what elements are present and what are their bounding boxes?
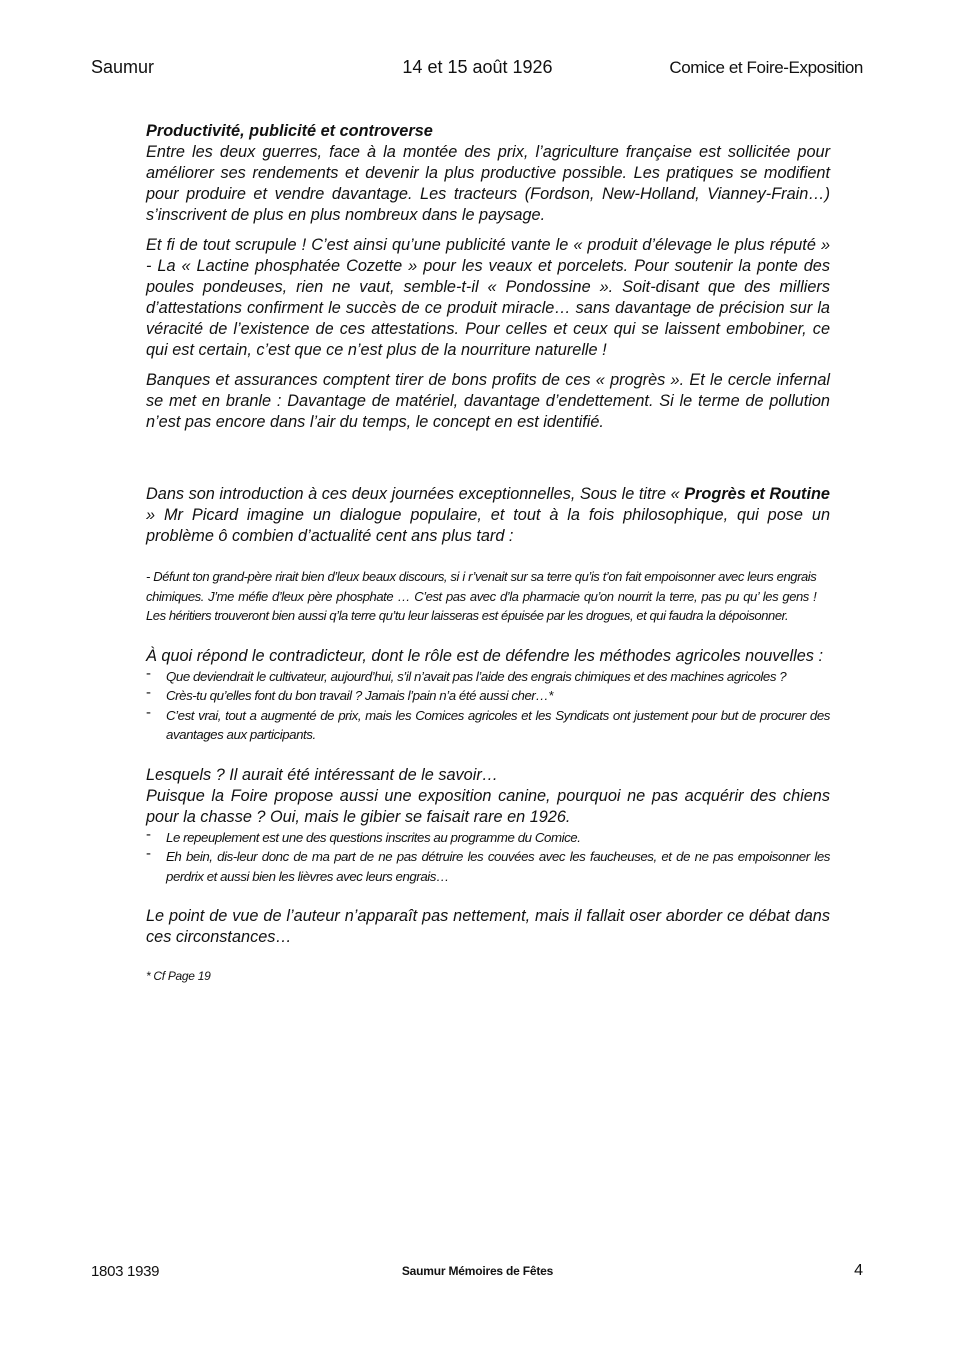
footer-publication-title: Saumur Mémoires de Fêtes bbox=[401, 1264, 554, 1278]
section-title: Productivité, publicité et controverse bbox=[146, 122, 433, 140]
list-item bbox=[146, 664, 830, 687]
list-item-text: C’est vrai, tout a augmenté de prix, mais les Comices agricoles et les Syndicats ont justement pour but de procurer des avantages aux participants. bbox=[166, 707, 830, 742]
dash-bullet: - bbox=[146, 664, 151, 682]
list-item bbox=[146, 847, 830, 886]
list-item-text: Crès-tu qu’elles font du bon travail ? Jamais l’pain n’a été aussi cher…* bbox=[166, 688, 553, 703]
page-content bbox=[146, 121, 830, 984]
list-item-text: Que deviendrait le cultivateur, aujourd’hui, s’il n’avait pas l’aide des engrais chimiques et des machines agricoles ? bbox=[166, 668, 787, 684]
paragraph-foire: Puisque la Foire propose aussi une exposition canine, pourquoi ne pas acquérir des chiens pour la chasse ? Oui, mais le gibier se faisait rare en 1926. bbox=[146, 786, 830, 826]
dash-bullet: - bbox=[146, 684, 151, 701]
paragraph-publicity: Et fi de tout scrupule ! C’est ainsi qu’une publicité vante le « produit d’élevage le plus réputé » - La « Lactine phosphatée Cozette » pour les veaux et porcelets. Pour soutenir la ponte des poules pondeuses, rien ne vaut, semble-t-il « Pondossine ». Soit-disant que des milliers d’attestations confirment le succès de ce produit miracle… sans davantage de précision sur la véracité de l’existence de ces attestations. Pour celles et ceux qui se laissent embobiner, ce qui est certain, c’est que ce n’est plus de la nourriture naturelle ! bbox=[146, 236, 830, 359]
paragraph-lesquels: Lesquels ? Il aurait été intéressant de le savoir… bbox=[146, 765, 499, 784]
dialogue-list-2 bbox=[146, 825, 830, 887]
dash-bullet: - bbox=[146, 845, 151, 862]
paragraph-productivity: Entre les deux guerres, face à la montée des prix, l’agriculture française est sollicitée pour améliorer ses rendements et devenir la plus productive possible. Les pratiques se modifient pour produire et vendre davantage. Les tracteurs (Fordson, New-Holland, Vianney-Frain…) s’inscrivent de plus en plus nombreux dans le paysage. bbox=[146, 143, 830, 224]
header-event: Comice et Foire-Exposition bbox=[669, 58, 863, 77]
paragraph-introduction bbox=[146, 484, 830, 547]
header-location: Saumur bbox=[91, 57, 155, 77]
dialogue-list-1 bbox=[146, 664, 830, 745]
paragraph-reply-intro: À quoi répond le contradicteur, dont le rôle est de défendre les méthodes agricoles nouvelles : bbox=[146, 646, 823, 665]
list-item bbox=[146, 703, 830, 745]
paragraph-banks: Banques et assurances comptent tirer de bons profits de ces « progrès ». Et le cercle infernal se met en branle : Davantage de matériel, davantage d’endettement. Si le terme de pollution n’est pas encore dans l’air du temps, le concept en est identifié. bbox=[146, 371, 830, 431]
list-item bbox=[146, 686, 830, 706]
header-date: 14 et 15 août 1926 bbox=[402, 57, 553, 77]
list-item-text: Eh bein, dis-leur donc de ma part de ne pas détruire les couvées avec les faucheuses, et de ne pas empoisonner les perdrix et aussi bien les lièvres avec leurs engrais… bbox=[166, 849, 830, 884]
footer-years: 1803 1939 bbox=[91, 1263, 160, 1280]
page-header bbox=[0, 57, 955, 81]
dash-bullet: - bbox=[146, 703, 151, 721]
list-item bbox=[146, 825, 830, 848]
page-number: 4 bbox=[854, 1262, 863, 1279]
intro-text-before: Dans son introduction à ces deux journées exceptionnelles, Sous le titre « bbox=[146, 485, 685, 503]
intro-title-bold: Progrès et Routine bbox=[684, 485, 830, 503]
page-footer bbox=[0, 1262, 955, 1286]
footnote: * Cf Page 19 bbox=[146, 969, 211, 983]
intro-text-after: » Mr Picard imagine un dialogue populaire, et tout à la fois philosophique, qui pose un problème ô combien d’actualité cent ans plus tard : bbox=[146, 506, 830, 545]
dash-bullet: - bbox=[146, 825, 151, 843]
list-item-text: Le repeuplement est une des questions inscrites au programme du Comice. bbox=[166, 829, 581, 845]
paragraph-conclusion: Le point de vue de l’auteur n’apparaît pas nettement, mais il fallait oser aborder ce débat dans ces circonstances… bbox=[146, 907, 830, 946]
dialogue-quote: - Défunt ton grand-père rirait bien d’leux beaux discours, si i r’venait sur sa terre qu’is t’on fait empoisonner avec leurs engrais chimiques. J’me méfie d’leux père phosphate … C’est pas avec d’la pharmacie qu’on nourrit la terre, pas pu qu’ les gens ! Les héritiers trouveront bien aussi q’la terre qu’tu leur laisseras est épuisée par les drogues, et qui faudra la dépoisonner. bbox=[146, 569, 817, 623]
